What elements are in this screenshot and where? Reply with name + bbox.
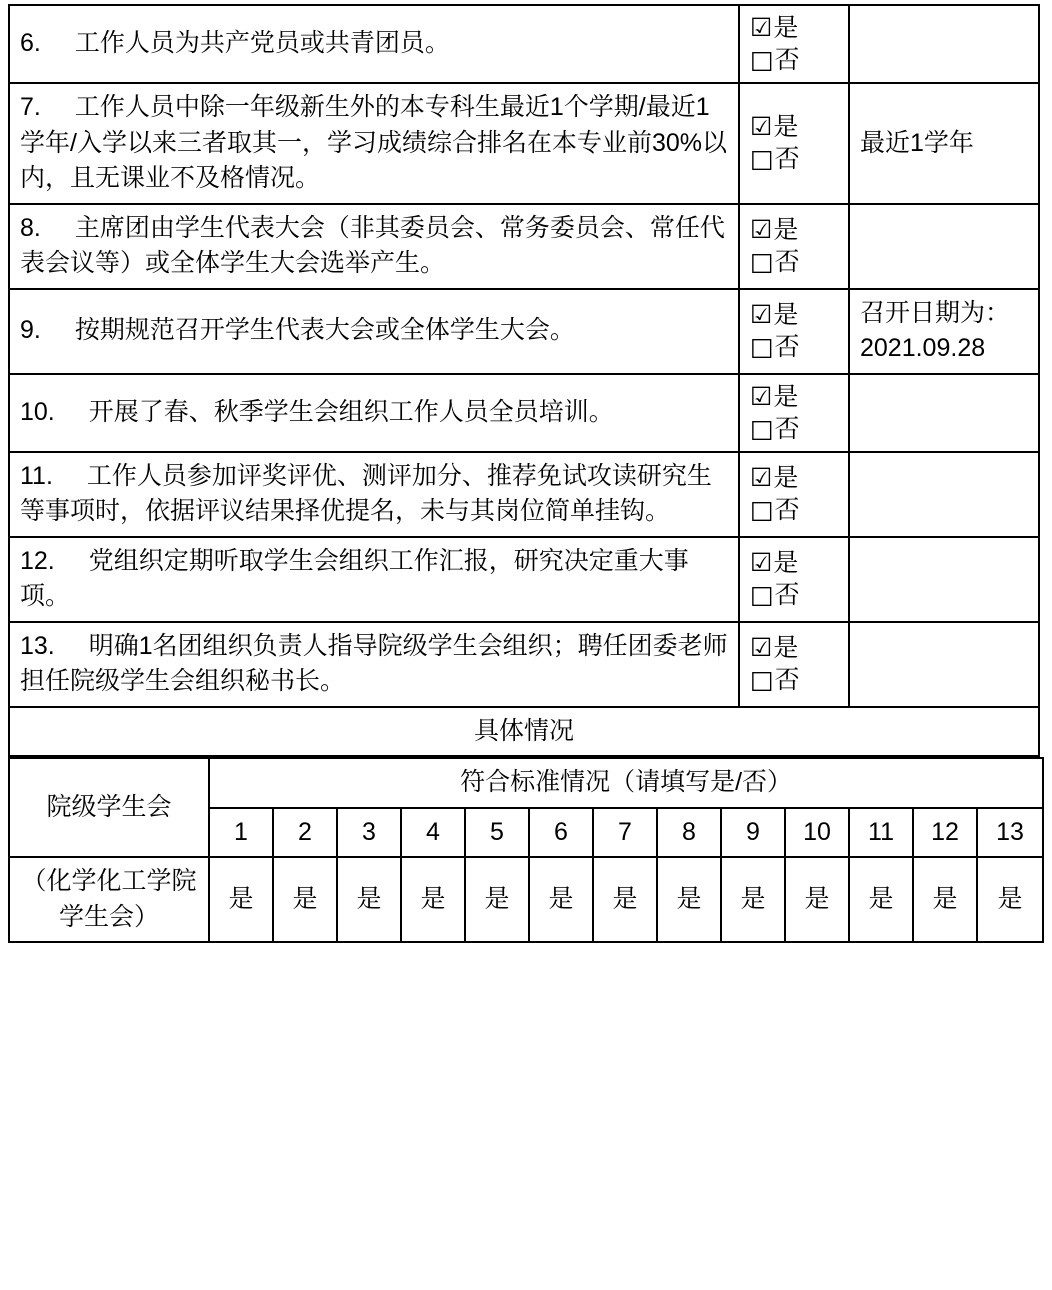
checkbox-unchecked-icon[interactable]: □ xyxy=(750,247,774,276)
question-cell xyxy=(9,204,739,289)
question-cell xyxy=(9,289,739,374)
table-row xyxy=(9,707,1039,757)
answer-cell[interactable] xyxy=(739,452,849,537)
criteria-value[interactable]: 是 xyxy=(657,857,721,942)
no-label: 否 xyxy=(774,145,800,174)
table-row xyxy=(9,857,1043,942)
criteria-value[interactable]: 是 xyxy=(529,857,593,942)
yes-label: 是 xyxy=(773,14,799,42)
checkbox-checked-icon[interactable]: ☑ xyxy=(750,215,773,244)
column-number: 2 xyxy=(273,808,337,858)
criteria-value[interactable]: 是 xyxy=(401,857,465,942)
column-number: 10 xyxy=(785,808,849,858)
column-number: 11 xyxy=(849,808,913,858)
answer-yes[interactable] xyxy=(750,214,838,246)
column-number: 4 xyxy=(401,808,465,858)
table-row xyxy=(9,452,1039,537)
yes-label: 是 xyxy=(773,113,799,142)
answer-yes[interactable] xyxy=(750,299,838,331)
criteria-value[interactable]: 是 xyxy=(849,857,913,942)
answer-yes[interactable] xyxy=(750,547,838,579)
question-text: 明确1名团组织负责人指导院级学生会组织；聘任团委老师担任院级学生会组织秘书长。 xyxy=(20,631,728,695)
note-cell[interactable] xyxy=(849,204,1039,289)
checkbox-unchecked-icon[interactable]: □ xyxy=(750,580,774,609)
yes-label: 是 xyxy=(773,549,799,577)
question-text: 工作人员参加评奖评优、测评加分、推荐免试攻读研究生等事项时，依据评议结果择优提名，未与其岗位简单挂钩。 xyxy=(20,461,712,525)
top-border-rule xyxy=(8,4,1008,6)
no-label: 否 xyxy=(774,581,800,609)
checkbox-unchecked-icon[interactable]: □ xyxy=(750,665,774,694)
answer-cell[interactable] xyxy=(739,83,849,204)
answer-yes[interactable] xyxy=(750,462,838,494)
checkbox-unchecked-icon[interactable]: □ xyxy=(750,45,774,74)
yes-label: 是 xyxy=(773,464,799,492)
criteria-value[interactable]: 是 xyxy=(721,857,785,942)
question-cell xyxy=(9,452,739,537)
criteria-value[interactable]: 是 xyxy=(785,857,849,942)
checkbox-unchecked-icon[interactable]: □ xyxy=(750,495,774,524)
criteria-value[interactable]: 是 xyxy=(913,857,977,942)
no-label: 否 xyxy=(774,46,800,74)
answer-no[interactable] xyxy=(750,246,838,278)
answer-no[interactable] xyxy=(750,44,838,76)
question-cell xyxy=(9,5,739,83)
org-name: （化学化工学院学生会） xyxy=(9,857,209,942)
no-label: 否 xyxy=(774,666,800,694)
question-text: 工作人员中除一年级新生外的本专科生最近1个学期/最近1学年/入学以来三者取其一，学习成绩综合排名在本专业前30%以内，且无课业不及格情况。 xyxy=(20,93,727,192)
column-number: 5 xyxy=(465,808,529,858)
note-cell[interactable] xyxy=(849,374,1039,452)
no-label: 否 xyxy=(774,496,800,524)
table-row xyxy=(9,289,1039,374)
table-row xyxy=(9,622,1039,707)
table-row xyxy=(9,5,1039,83)
question-number: 8. xyxy=(20,213,41,242)
checkbox-checked-icon[interactable]: ☑ xyxy=(750,112,773,142)
question-number: 13. xyxy=(20,631,55,660)
note-cell[interactable] xyxy=(849,622,1039,707)
table-row xyxy=(9,374,1039,452)
question-cell xyxy=(9,537,739,622)
column-number: 9 xyxy=(721,808,785,858)
answer-no[interactable] xyxy=(750,579,838,611)
yes-label: 是 xyxy=(773,382,799,411)
question-number: 9. xyxy=(20,316,41,345)
criteria-value[interactable]: 是 xyxy=(593,857,657,942)
column-number: 12 xyxy=(913,808,977,858)
criteria-value[interactable]: 是 xyxy=(337,857,401,942)
checkbox-unchecked-icon[interactable]: □ xyxy=(750,144,774,174)
answer-yes[interactable] xyxy=(750,111,838,143)
question-text: 主席团由学生代表大会（非其委员会、常务委员会、常任代表会议等）或全体学生大会选举产生。 xyxy=(20,213,725,277)
checkbox-checked-icon[interactable]: ☑ xyxy=(750,300,773,329)
answer-yes[interactable] xyxy=(750,632,838,664)
table-row xyxy=(9,758,1043,808)
question-number: 10. xyxy=(20,397,55,426)
checkbox-unchecked-icon[interactable]: □ xyxy=(750,413,774,443)
table-row xyxy=(9,83,1039,204)
checkbox-checked-icon[interactable]: ☑ xyxy=(750,13,773,42)
question-number: 7. xyxy=(20,93,41,121)
column-number: 1 xyxy=(209,808,273,858)
column-number: 7 xyxy=(593,808,657,858)
question-number: 6. xyxy=(20,29,41,58)
note-cell[interactable]: 召开日期为：2021.09.28 xyxy=(849,289,1039,374)
answer-cell[interactable] xyxy=(739,204,849,289)
no-label: 否 xyxy=(774,414,800,443)
detail-table xyxy=(8,757,1044,943)
answer-cell[interactable] xyxy=(739,537,849,622)
question-number: 11. xyxy=(20,461,53,490)
answer-yes[interactable] xyxy=(750,381,838,413)
yes-label: 是 xyxy=(773,301,799,329)
checkbox-checked-icon[interactable]: ☑ xyxy=(750,381,773,411)
answer-cell[interactable] xyxy=(739,374,849,452)
org-column-header: 院级学生会 xyxy=(9,758,209,857)
answer-no[interactable] xyxy=(750,331,838,363)
no-label: 否 xyxy=(774,248,800,276)
column-number: 6 xyxy=(529,808,593,858)
criteria-value[interactable]: 是 xyxy=(465,857,529,942)
criteria-value[interactable]: 是 xyxy=(209,857,273,942)
question-text: 开展了春、秋季学生会组织工作人员全员培训。 xyxy=(88,397,614,426)
answer-no[interactable] xyxy=(750,143,838,175)
document-page xyxy=(0,4,1052,1290)
question-text: 按期规范召开学生代表大会或全体学生大会。 xyxy=(74,316,575,345)
note-cell[interactable] xyxy=(849,537,1039,622)
answer-cell[interactable] xyxy=(739,289,849,374)
yes-label: 是 xyxy=(773,216,799,244)
answer-cell[interactable] xyxy=(739,5,849,83)
checkbox-unchecked-icon[interactable]: □ xyxy=(750,332,774,361)
question-cell xyxy=(9,374,739,452)
no-label: 否 xyxy=(774,333,800,361)
column-number: 8 xyxy=(657,808,721,858)
note-cell[interactable]: 最近1学年 xyxy=(849,83,1039,204)
note-cell[interactable] xyxy=(849,5,1039,83)
criteria-value[interactable]: 是 xyxy=(977,857,1043,942)
criteria-value[interactable]: 是 xyxy=(273,857,337,942)
answer-no[interactable] xyxy=(750,664,838,696)
answer-yes[interactable] xyxy=(750,12,838,44)
yes-label: 是 xyxy=(773,634,799,662)
answer-cell[interactable] xyxy=(739,622,849,707)
checkbox-checked-icon[interactable]: ☑ xyxy=(750,548,773,577)
checklist-table xyxy=(8,4,1040,757)
question-cell xyxy=(9,83,739,204)
criteria-header: 符合标准情况（请填写是/否） xyxy=(209,758,1043,808)
answer-no[interactable] xyxy=(750,413,838,445)
question-text: 党组织定期听取学生会组织工作汇报，研究决定重大事项。 xyxy=(20,546,689,610)
table-row xyxy=(9,204,1039,289)
note-cell[interactable] xyxy=(849,452,1039,537)
checkbox-checked-icon[interactable]: ☑ xyxy=(750,633,773,662)
table-row xyxy=(9,537,1039,622)
question-text: 工作人员为共产党员或共青团员。 xyxy=(74,29,450,58)
column-number: 13 xyxy=(977,808,1043,858)
question-number: 12. xyxy=(20,546,55,575)
checkbox-checked-icon[interactable]: ☑ xyxy=(750,463,773,492)
answer-no[interactable] xyxy=(750,494,838,526)
question-cell xyxy=(9,622,739,707)
detail-section-title: 具体情况 xyxy=(9,707,1039,757)
column-number: 3 xyxy=(337,808,401,858)
